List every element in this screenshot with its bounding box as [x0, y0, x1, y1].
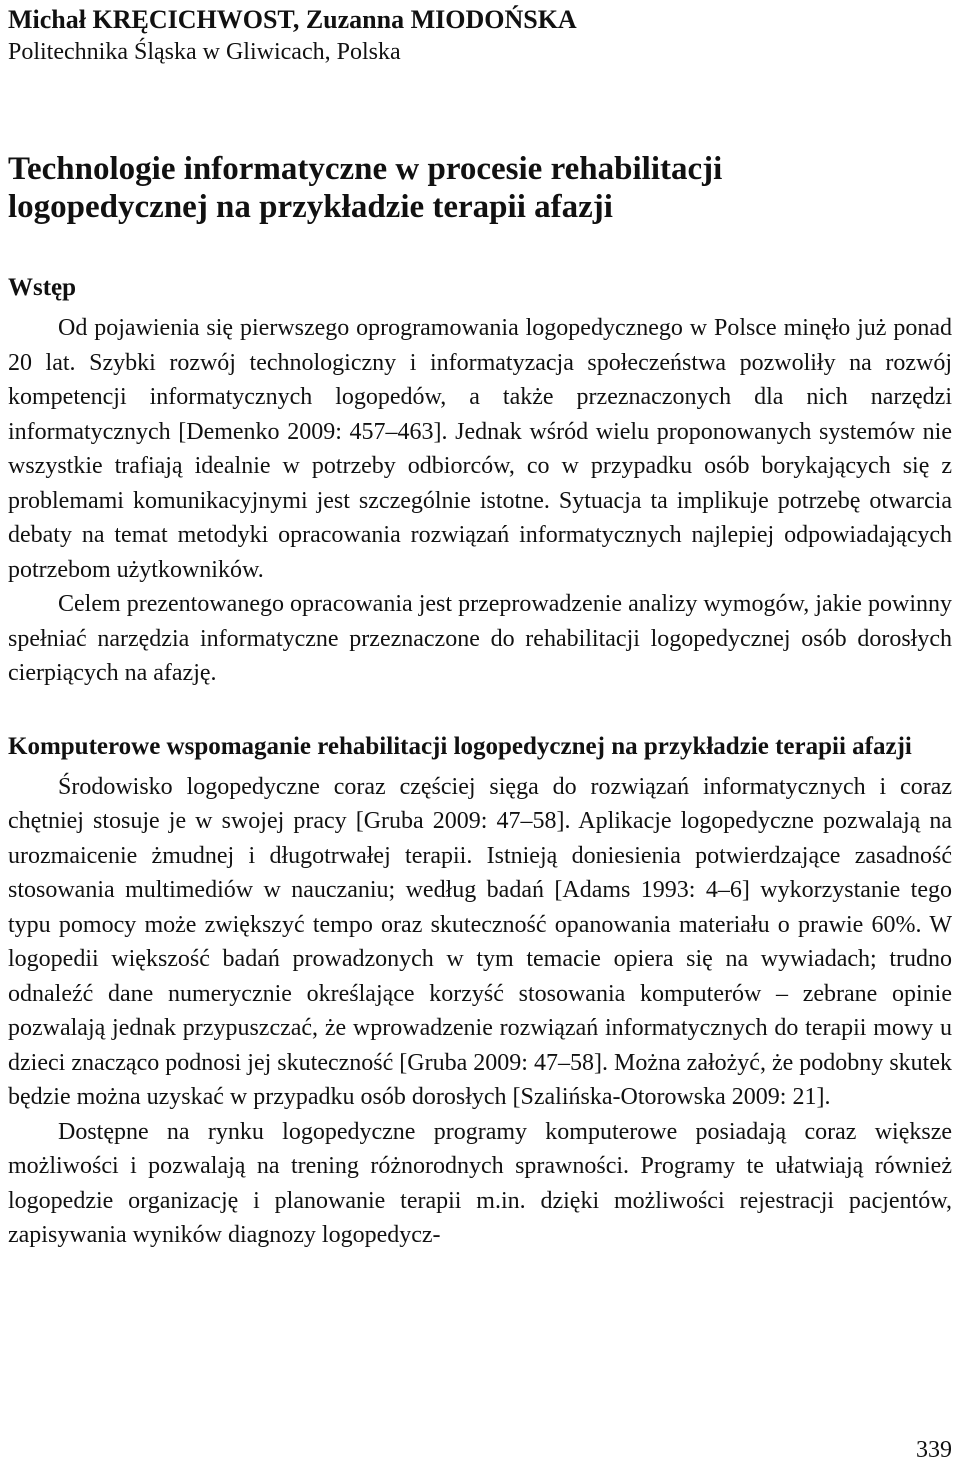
paper-title-line-2: logopedycznej na przykładzie terapii afazji [8, 189, 613, 225]
page-number: 339 [916, 1437, 952, 1463]
paragraph-intro-2: Celem prezentowanego opracowania jest przeprowadzenie analizy wymogów, jakie powinny spełniać narzędzia informatyczne przeznaczone do rehabilitacji logopedycznej osób dorosłych cierpiących na afazję. [8, 591, 952, 686]
paragraph-computer-support-1: Środowisko logopedyczne coraz częściej sięga do rozwiązań informatycznych i coraz chętniej stosuje je w swojej pracy [Gruba 2009: 47–58]. Aplikacje logopedyczne pozwalają na urozmaicenie żmudnej i długotrwałej terapii. Istnieją doniesienia potwierdzające zasadność stosowania multimediów w nauczaniu; według badań [Adams 1993: 4–6] wykorzystanie tego typu pomocy może zwiększyć tempo oraz skuteczność opanowania materiału o prawie 60%. W logopedii większość badań prowadzonych w tym temacie opiera się na wywiadach; trudno odnaleźć dane numerycznie określające korzyść stosowania komputerów – zebrane opinie pozwalają jednak przypuszczać, że wprowadzenie rozwiązań informatycznych do terapii mowy u dzieci znacząco podnosi jej skuteczność [Gruba 2009: 47–58]. Można założyć, że podobny skutek będzie można uzyskać w przypadku osób dorosłych [Szalińska-Otorowska 2009: 21]. [8, 773, 952, 1110]
affiliation: Politechnika Śląska w Gliwicach, Polska [8, 39, 401, 65]
paper-title [8, 150, 952, 226]
authors: Michał KRĘCICHWOST, Zuzanna MIODOŃSKA [8, 5, 577, 34]
paragraph-intro-1: Od pojawienia się pierwszego oprogramowania logopedycznego w Polsce minęło już ponad 20 lat. Szybki rozwój technologiczny i informatyzacja społeczeństwa pozwoliły na rozwój kompetencji informatycznych logopedów, a także przeznaczonych dla nich narzędzi informatycznych [Demenko 2009: 457–463]. Jednak wśród wielu proponowanych systemów nie wszystkie trafiają idealnie w potrzeby odbiorców, co w przypadku osób borykających się z problemami komunikacyjnymi jest szczególnie istotne. Sytuacja ta implikuje potrzebę otwarcia debaty na temat metodyki opracowania rozwiązań informatycznych najlepiej odpowiadających potrzebom użytkowników. [8, 315, 952, 583]
paper-title-line-1: Technologie informatyczne w procesie rehabilitacji [8, 151, 723, 187]
section-heading-intro: Wstęp [8, 274, 77, 301]
paragraph-computer-support-2: Dostępne na rynku logopedyczne programy komputerowe posiadają coraz większe możliwości i pozwalają na trening różnorodnych sprawności. Programy te ułatwiają również logopedzie organizację i planowanie terapii m.in. dzięki możliwości rejestracji pacjentów, zapisywania wyników diagnozy logopedycz- [8, 1118, 952, 1248]
section-heading-computer-support: Komputerowe wspomaganie rehabilitacji logopedycznej na przykładzie terapii afazji [8, 732, 912, 760]
